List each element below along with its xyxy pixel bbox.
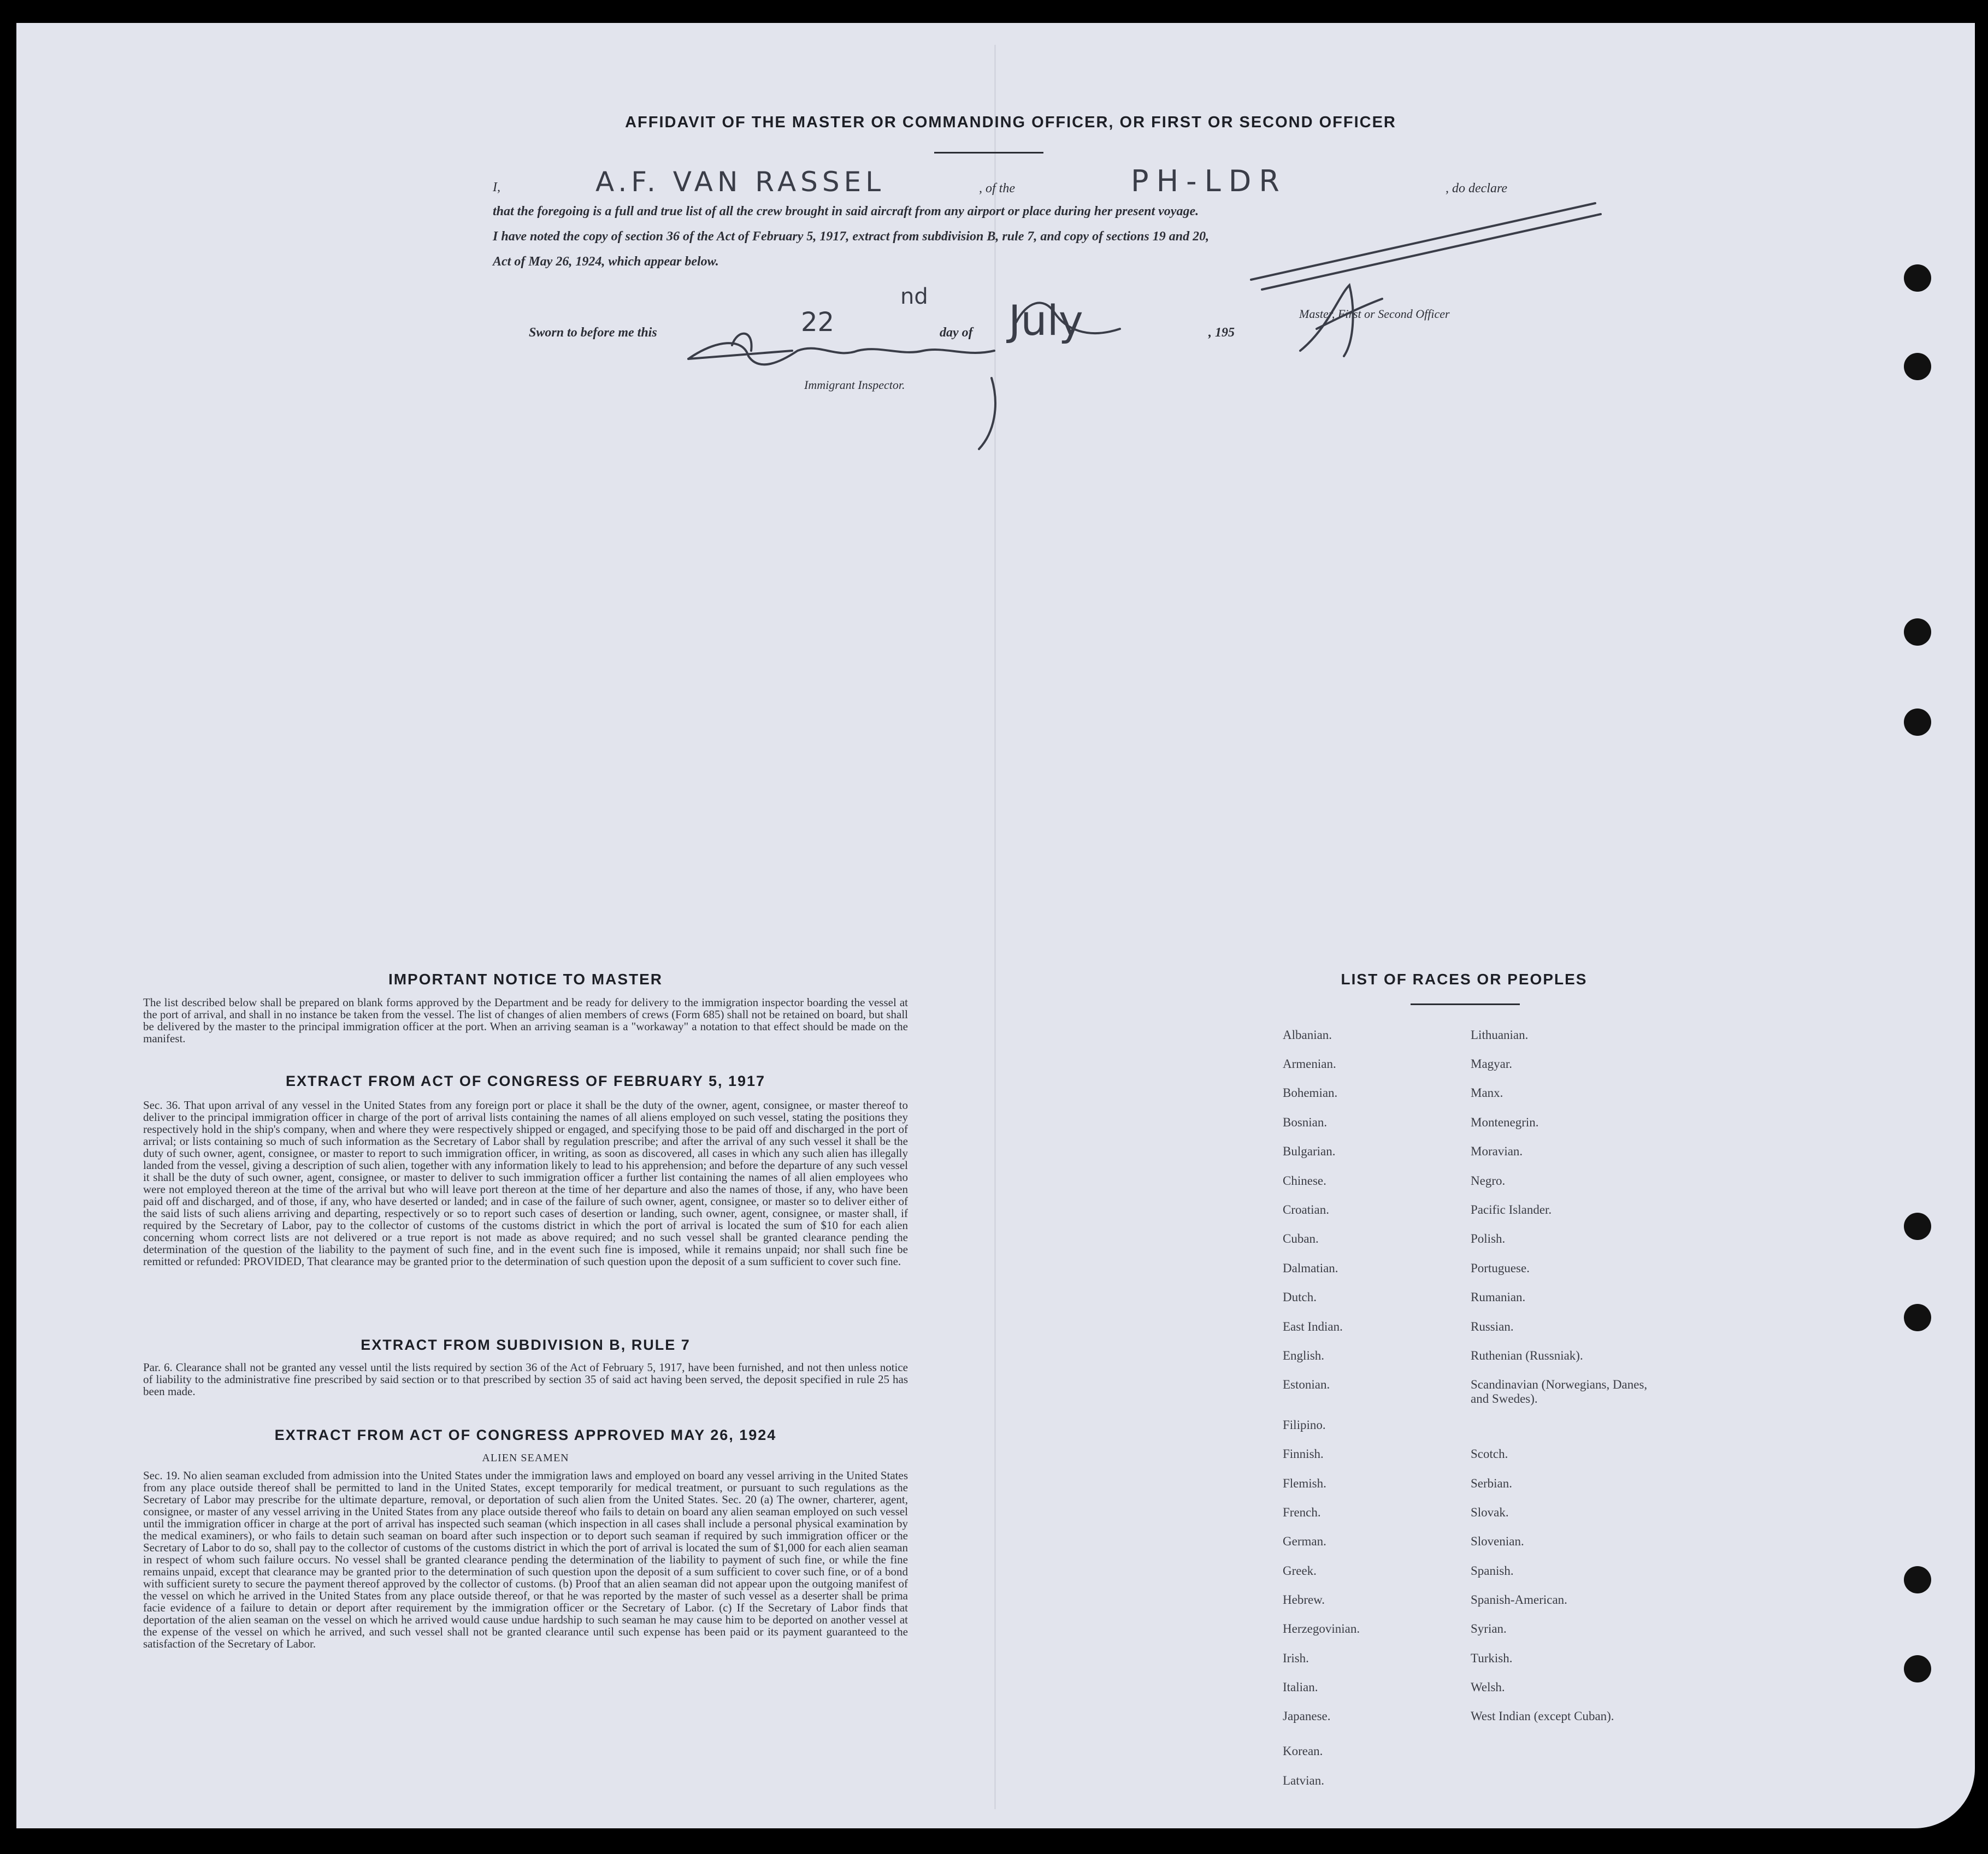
declaration-line-1: that the foregoing is a full and true list of all the crew brought in said aircraft from any airport or place during her present voyage. — [493, 204, 1199, 219]
race-item: Spanish-American. — [1471, 1593, 1567, 1607]
race-item: Portuguese. — [1471, 1261, 1530, 1275]
race-item: Dutch. — [1283, 1290, 1317, 1304]
declaration-line-2: I have noted the copy of section 36 of the Act of February 5, 1917, extract from subdivision B, rule 7, and copy of sections 19 and 20, — [493, 229, 1210, 244]
officer-label: Master, First or Second Officer — [1299, 307, 1450, 321]
binder-hole — [1904, 1213, 1931, 1240]
race-item: German. — [1283, 1534, 1326, 1548]
race-item: Serbian. — [1471, 1477, 1513, 1490]
extract-1924-subheading: ALIEN SEAMEN — [482, 1452, 569, 1464]
race-item: Welsh. — [1471, 1680, 1505, 1694]
race-item: Magyar. — [1471, 1057, 1513, 1071]
binder-hole — [1904, 1304, 1931, 1331]
race-item: Chinese. — [1283, 1174, 1326, 1188]
of-the-label: , of the — [979, 181, 1015, 196]
master-name-handwritten: A.F. VAN RASSEL — [595, 166, 886, 198]
race-item: Croatian. — [1283, 1203, 1329, 1217]
binder-hole — [1904, 708, 1931, 736]
declare-i: I, — [493, 180, 500, 194]
race-item: Manx. — [1471, 1086, 1503, 1100]
race-item: Polish. — [1471, 1232, 1506, 1245]
extract-1924-heading: EXTRACT FROM ACT OF CONGRESS APPROVED MAY 26, 1924 — [274, 1427, 777, 1443]
binder-hole — [1904, 618, 1931, 646]
race-item: Irish. — [1283, 1651, 1309, 1665]
race-item: Albanian. — [1283, 1028, 1332, 1042]
extract-rule-7-text: Par. 6. Clearance shall not be granted any vessel until the lists required by section 36 of the Act of February 5, 1917, have been furnished, and not then unless notice of liability to the administrative fine prescribed by said section or to that prescribed by section 35 of said act having been served, the deposit specified in rule 25 has been made. — [143, 1361, 908, 1398]
race-item: Ruthenian (Russniak). — [1471, 1349, 1583, 1362]
race-item: Montenegrin. — [1471, 1115, 1539, 1129]
race-item: Syrian. — [1471, 1622, 1507, 1635]
race-item: East Indian. — [1283, 1320, 1343, 1333]
signature-scrawls — [16, 23, 1975, 515]
race-item: Slovenian. — [1471, 1534, 1524, 1548]
sworn-label: Sworn to before me this — [529, 326, 657, 340]
race-item: Rumanian. — [1471, 1290, 1526, 1304]
day-handwritten: 22 — [801, 307, 835, 338]
race-item: Flemish. — [1283, 1477, 1326, 1490]
race-item: Italian. — [1283, 1680, 1318, 1694]
races-rule — [1411, 1003, 1520, 1005]
do-declare-label: , do declare — [1446, 181, 1508, 196]
race-item: French. — [1283, 1505, 1321, 1519]
race-item: Turkish. — [1471, 1651, 1513, 1665]
race-item: Bulgarian. — [1283, 1144, 1336, 1158]
race-item: Bosnian. — [1283, 1115, 1328, 1129]
race-item: Latvian. — [1283, 1774, 1324, 1787]
race-item: Filipino. — [1283, 1418, 1326, 1432]
inspector-label: Immigrant Inspector. — [804, 378, 905, 392]
race-item: Slovak. — [1471, 1505, 1509, 1519]
race-item: Korean. — [1283, 1744, 1323, 1758]
race-item: Dalmatian. — [1283, 1261, 1338, 1275]
document-page — [16, 23, 1975, 1828]
race-item: Herzegovinian. — [1283, 1622, 1360, 1635]
day-of-label: day of — [940, 326, 973, 340]
race-item: Spanish. — [1471, 1564, 1514, 1578]
affidavit-heading: AFFIDAVIT OF THE MASTER OR COMMANDING OFFICER, OR FIRST OR SECOND OFFICER — [625, 114, 1396, 131]
race-item: Cuban. — [1283, 1232, 1319, 1245]
race-item: Hebrew. — [1283, 1593, 1325, 1607]
race-item: Armenian. — [1283, 1057, 1336, 1071]
notice-text: The list described below shall be prepared on blank forms approved by the Department and be ready for delivery to the immigration inspector boarding the vessel at the port of arrival, and shall in no instance be taken from the vessel. The list of changes of alien members of crews (Form 685) shall not be retained on board, but shall be delivered by the master to the principal immigration officer at the port. When an arriving seaman is a "workaway" a notation to that effect should be made on the manifest. — [143, 996, 908, 1045]
extract-1917-text: Sec. 36. That upon arrival of any vessel in the United States from any foreign port or place it shall be the duty of the owner, agent, consignee, or master thereof to deliver to the principal immigration officer in charge of the port of arrival lists containing the names of all aliens employed on such vessel, stating the positions they respectively hold in the ship's company, when and where they were respectively shipped or engaged, and specifying those to be paid off and discharged in the port of arrival; or lists containing so much of such information as the Secretary of Labor shall by regulation prescribe; and after the arrival of any such vessel it shall be the duty of such owner, agent, consignee, or master to report to such immigration officer, in writing, as soon as discovered, all cases in which any such alien has illegally landed from the vessel, giving a description of such alien, together with any information likely to lead to his apprehension; and before the departure of any such vessel it shall be the duty of such owner, agent, consignee, or master to deliver to such immigration officer a further list containing the names of all alien employees who were not employed thereon at the time of the arrival but who will leave port thereon at the time of her departure and also the names of those, if any, who have been paid off and discharged, and of those, if any, who have deserted or landed; and in case of the failure of such owner, agent, consignee, or master so to deliver either of the said lists of such aliens arriving and departing, respectively or so to report such cases of desertion or landing, such owner, agent, consignee, or master shall, if required by the Secretary of Labor, pay to the collector of customs of the customs district in which the port of arrival is located the sum of $10 for each alien concerning whom correct lists are not delivered or a true report is not made as above required; and no such vessel shall be granted clearance pending the determination of the question of the liability to the payment of such fine, and in the event such fine is imposed, while it remains unpaid; nor shall such fine be remitted or refunded: PROVIDED, That clearance may be granted prior to the determination of such question upon the deposit of a sum sufficient to cover such fine. — [143, 1099, 908, 1268]
extract-1917-heading: EXTRACT FROM ACT OF CONGRESS OF FEBRUARY 5, 1917 — [285, 1073, 766, 1089]
declaration-line-3: Act of May 26, 1924, which appear below. — [493, 255, 719, 269]
race-item: Scotch. — [1471, 1447, 1508, 1461]
race-item: Russian. — [1471, 1320, 1514, 1333]
day-suffix-handwritten: nd — [900, 284, 928, 309]
race-item: West Indian (except Cuban). — [1471, 1709, 1614, 1723]
race-item: Scandinavian (Norwegians, Danes, and Swedes). — [1471, 1378, 1648, 1406]
race-item: Finnish. — [1283, 1447, 1324, 1461]
aircraft-handwritten: PH-LDR — [1131, 164, 1287, 198]
notice-heading: IMPORTANT NOTICE TO MASTER — [388, 971, 663, 988]
races-heading: LIST OF RACES OR PEOPLES — [1341, 971, 1588, 988]
race-item: Bohemian. — [1283, 1086, 1338, 1100]
race-item: Negro. — [1471, 1174, 1506, 1188]
extract-1924-text: Sec. 19. No alien seaman excluded from admission into the United States under the immigration laws and employed on board any vessel arriving in the United States from any place outside thereof shall be permitted to land in the United States, except temporarily for medical treatment, or pursuant to such regulations as the Secretary of Labor may prescribe for the ultimate departure, removal, or deportation of such alien from the United States. Sec. 20 (a) The owner, charterer, agent, consignee, or master of any vessel arriving in the United States from any place outside thereof who fails to detain on board any alien seaman employed on such vessel until the immigration officer in charge at the port of arrival has inspected such seaman (which inspection in all cases shall include a personal physical examination by the medical examiners), or who fails to detain such seaman on board after such inspection or to deport such seaman if required by such immigration officer or the Secretary of Labor to do so, shall pay to the collector of customs of the customs district in which the port of arrival is located the sum of $1,000 for each alien seaman in respect of whom such failure occurs. No vessel shall be granted clearance pending the determination of the liability to payment of such fine, or while the fine remains unpaid, except that clearance may be granted prior to the determination of such question upon the deposit of a sum sufficient to cover such fine, or of a bond with sufficient surety to secure the payment thereof approved by the collector of customs. (b) Proof that an alien seaman did not appear upon the outgoing manifest of the vessel on which he arrived in the United States from any place outside thereof, or that he was reported by the master of such vessel as a deserter shall be prima facie evidence of a failure to detain or deport after requirement by the immigration officer or the Secretary of Labor. (c) If the Secretary of Labor finds that deportation of the alien seaman on the vessel on which he arrived would cause undue hardship to such seaman he may cause him to be deported on another vessel at the expense of the vessel on which he arrived, and such vessel shall not be granted clearance until such expense has been paid or its payment guaranteed to the satisfaction of the Secretary of Labor. — [143, 1469, 908, 1650]
binder-hole — [1904, 1655, 1931, 1682]
race-item: Greek. — [1283, 1564, 1317, 1578]
binder-hole — [1904, 1566, 1931, 1593]
extract-rule-7-heading: EXTRACT FROM SUBDIVISION B, RULE 7 — [361, 1337, 691, 1353]
race-item: Lithuanian. — [1471, 1028, 1529, 1042]
race-item: Japanese. — [1283, 1709, 1331, 1723]
year-label: , 195 — [1208, 326, 1235, 340]
race-item: Pacific Islander. — [1471, 1203, 1552, 1217]
race-item: Estonian. — [1283, 1378, 1330, 1391]
race-item: Moravian. — [1471, 1144, 1523, 1158]
race-item: English. — [1283, 1349, 1325, 1362]
month-handwritten: July — [1008, 296, 1083, 345]
